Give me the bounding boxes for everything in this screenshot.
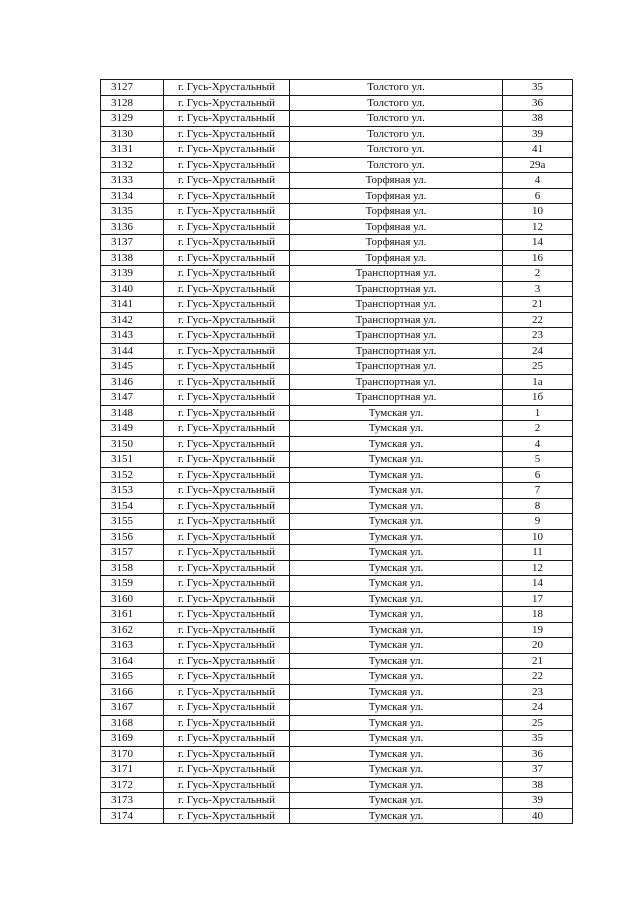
house-number-cell: 37 [503,762,573,778]
house-number-cell: 4 [503,173,573,189]
city-cell: г. Гусь-Хрустальный [164,157,290,173]
city-cell: г. Гусь-Хрустальный [164,328,290,344]
house-number-cell: 40 [503,808,573,824]
house-number-cell: 11 [503,545,573,561]
row-number-cell: 3160 [101,591,164,607]
city-cell: г. Гусь-Хрустальный [164,684,290,700]
street-cell: Транспортная ул. [290,374,503,390]
table-row [101,235,573,251]
city-cell: г. Гусь-Хрустальный [164,421,290,437]
city-cell: г. Гусь-Хрустальный [164,173,290,189]
city-cell: г. Гусь-Хрустальный [164,374,290,390]
city-cell: г. Гусь-Хрустальный [164,777,290,793]
house-number-cell: 20 [503,638,573,654]
house-number-cell: 1б [503,390,573,406]
row-number-cell: 3157 [101,545,164,561]
table-row [101,405,573,421]
city-cell: г. Гусь-Хрустальный [164,359,290,375]
table-row [101,607,573,623]
row-number-cell: 3130 [101,126,164,142]
table-row [101,312,573,328]
street-cell: Тумская ул. [290,514,503,530]
row-number-cell: 3174 [101,808,164,824]
row-number-cell: 3149 [101,421,164,437]
city-cell: г. Гусь-Хрустальный [164,700,290,716]
street-cell: Толстого ул. [290,142,503,158]
row-number-cell: 3139 [101,266,164,282]
street-cell: Транспортная ул. [290,390,503,406]
city-cell: г. Гусь-Хрустальный [164,452,290,468]
street-cell: Транспортная ул. [290,266,503,282]
city-cell: г. Гусь-Хрустальный [164,281,290,297]
city-cell: г. Гусь-Хрустальный [164,638,290,654]
row-number-cell: 3151 [101,452,164,468]
table-row [101,793,573,809]
table-row [101,700,573,716]
row-number-cell: 3171 [101,762,164,778]
table-row [101,359,573,375]
city-cell: г. Гусь-Хрустальный [164,390,290,406]
street-cell: Тумская ул. [290,545,503,561]
city-cell: г. Гусь-Хрустальный [164,576,290,592]
table-row [101,560,573,576]
house-number-cell: 39 [503,793,573,809]
street-cell: Транспортная ул. [290,312,503,328]
street-cell: Тумская ул. [290,498,503,514]
house-number-cell: 16 [503,250,573,266]
city-cell: г. Гусь-Хрустальный [164,297,290,313]
street-cell: Тумская ул. [290,808,503,824]
street-cell: Тумская ул. [290,467,503,483]
street-cell: Тумская ул. [290,405,503,421]
city-cell: г. Гусь-Хрустальный [164,560,290,576]
table-row [101,731,573,747]
city-cell: г. Гусь-Хрустальный [164,669,290,685]
house-number-cell: 21 [503,653,573,669]
house-number-cell: 24 [503,700,573,716]
street-cell: Торфяная ул. [290,235,503,251]
city-cell: г. Гусь-Хрустальный [164,545,290,561]
house-number-cell: 18 [503,607,573,623]
table-row [101,638,573,654]
house-number-cell: 9 [503,514,573,530]
city-cell: г. Гусь-Хрустальный [164,266,290,282]
table-row [101,281,573,297]
city-cell: г. Гусь-Хрустальный [164,436,290,452]
house-number-cell: 1а [503,374,573,390]
city-cell: г. Гусь-Хрустальный [164,95,290,111]
house-number-cell: 4 [503,436,573,452]
street-cell: Тумская ул. [290,591,503,607]
row-number-cell: 3142 [101,312,164,328]
table-row [101,622,573,638]
city-cell: г. Гусь-Хрустальный [164,529,290,545]
row-number-cell: 3161 [101,607,164,623]
city-cell: г. Гусь-Хрустальный [164,219,290,235]
house-number-cell: 29а [503,157,573,173]
house-number-cell: 22 [503,312,573,328]
row-number-cell: 3159 [101,576,164,592]
city-cell: г. Гусь-Хрустальный [164,405,290,421]
city-cell: г. Гусь-Хрустальный [164,514,290,530]
address-table-body [101,80,573,824]
street-cell: Торфяная ул. [290,219,503,235]
street-cell: Тумская ул. [290,576,503,592]
house-number-cell: 14 [503,235,573,251]
house-number-cell: 5 [503,452,573,468]
row-number-cell: 3162 [101,622,164,638]
city-cell: г. Гусь-Хрустальный [164,80,290,96]
street-cell: Торфяная ул. [290,204,503,220]
table-row [101,483,573,499]
street-cell: Тумская ул. [290,452,503,468]
house-number-cell: 2 [503,266,573,282]
row-number-cell: 3143 [101,328,164,344]
row-number-cell: 3166 [101,684,164,700]
street-cell: Тумская ул. [290,638,503,654]
row-number-cell: 3141 [101,297,164,313]
row-number-cell: 3148 [101,405,164,421]
table-row [101,188,573,204]
row-number-cell: 3170 [101,746,164,762]
street-cell: Тумская ул. [290,529,503,545]
row-number-cell: 3164 [101,653,164,669]
street-cell: Транспортная ул. [290,359,503,375]
table-row [101,777,573,793]
table-row [101,514,573,530]
table-row [101,250,573,266]
table-row [101,126,573,142]
street-cell: Тумская ул. [290,653,503,669]
city-cell: г. Гусь-Хрустальный [164,793,290,809]
street-cell: Толстого ул. [290,111,503,127]
street-cell: Тумская ул. [290,436,503,452]
row-number-cell: 3168 [101,715,164,731]
table-row [101,498,573,514]
city-cell: г. Гусь-Хрустальный [164,126,290,142]
city-cell: г. Гусь-Хрустальный [164,607,290,623]
street-cell: Тумская ул. [290,700,503,716]
city-cell: г. Гусь-Хрустальный [164,746,290,762]
table-row [101,219,573,235]
house-number-cell: 41 [503,142,573,158]
row-number-cell: 3135 [101,204,164,220]
house-number-cell: 38 [503,111,573,127]
row-number-cell: 3140 [101,281,164,297]
row-number-cell: 3173 [101,793,164,809]
table-row [101,142,573,158]
street-cell: Тумская ул. [290,421,503,437]
table-row [101,343,573,359]
city-cell: г. Гусь-Хрустальный [164,808,290,824]
street-cell: Толстого ул. [290,157,503,173]
row-number-cell: 3138 [101,250,164,266]
house-number-cell: 35 [503,80,573,96]
house-number-cell: 6 [503,467,573,483]
house-number-cell: 25 [503,715,573,731]
city-cell: г. Гусь-Хрустальный [164,483,290,499]
table-row [101,591,573,607]
city-cell: г. Гусь-Хрустальный [164,188,290,204]
house-number-cell: 36 [503,95,573,111]
house-number-cell: 3 [503,281,573,297]
table-row [101,328,573,344]
table-row [101,653,573,669]
table-row [101,157,573,173]
city-cell: г. Гусь-Хрустальный [164,622,290,638]
street-cell: Тумская ул. [290,669,503,685]
table-row [101,529,573,545]
row-number-cell: 3128 [101,95,164,111]
street-cell: Торфяная ул. [290,173,503,189]
street-cell: Тумская ул. [290,793,503,809]
table-row [101,111,573,127]
city-cell: г. Гусь-Хрустальный [164,343,290,359]
street-cell: Транспортная ул. [290,297,503,313]
street-cell: Тумская ул. [290,777,503,793]
house-number-cell: 19 [503,622,573,638]
row-number-cell: 3156 [101,529,164,545]
row-number-cell: 3147 [101,390,164,406]
table-row [101,576,573,592]
table-row [101,467,573,483]
city-cell: г. Гусь-Хрустальный [164,250,290,266]
address-table [100,79,573,824]
row-number-cell: 3172 [101,777,164,793]
table-row [101,669,573,685]
street-cell: Транспортная ул. [290,328,503,344]
city-cell: г. Гусь-Хрустальный [164,762,290,778]
house-number-cell: 25 [503,359,573,375]
table-row [101,684,573,700]
table-row [101,452,573,468]
house-number-cell: 2 [503,421,573,437]
table-row [101,545,573,561]
street-cell: Толстого ул. [290,80,503,96]
row-number-cell: 3152 [101,467,164,483]
street-cell: Торфяная ул. [290,188,503,204]
street-cell: Тумская ул. [290,715,503,731]
row-number-cell: 3167 [101,700,164,716]
row-number-cell: 3158 [101,560,164,576]
street-cell: Торфяная ул. [290,250,503,266]
city-cell: г. Гусь-Хрустальный [164,498,290,514]
street-cell: Тумская ул. [290,483,503,499]
house-number-cell: 14 [503,576,573,592]
house-number-cell: 38 [503,777,573,793]
table-row [101,746,573,762]
row-number-cell: 3132 [101,157,164,173]
table-row [101,204,573,220]
city-cell: г. Гусь-Хрустальный [164,312,290,328]
house-number-cell: 6 [503,188,573,204]
house-number-cell: 24 [503,343,573,359]
row-number-cell: 3163 [101,638,164,654]
row-number-cell: 3154 [101,498,164,514]
street-cell: Толстого ул. [290,95,503,111]
city-cell: г. Гусь-Хрустальный [164,204,290,220]
house-number-cell: 12 [503,560,573,576]
table-row [101,421,573,437]
house-number-cell: 21 [503,297,573,313]
row-number-cell: 3127 [101,80,164,96]
row-number-cell: 3144 [101,343,164,359]
street-cell: Транспортная ул. [290,343,503,359]
street-cell: Тумская ул. [290,762,503,778]
house-number-cell: 10 [503,529,573,545]
row-number-cell: 3155 [101,514,164,530]
table-row [101,436,573,452]
city-cell: г. Гусь-Хрустальный [164,142,290,158]
row-number-cell: 3136 [101,219,164,235]
city-cell: г. Гусь-Хрустальный [164,235,290,251]
table-row [101,390,573,406]
row-number-cell: 3137 [101,235,164,251]
row-number-cell: 3129 [101,111,164,127]
house-number-cell: 10 [503,204,573,220]
row-number-cell: 3131 [101,142,164,158]
street-cell: Тумская ул. [290,684,503,700]
street-cell: Тумская ул. [290,560,503,576]
table-row [101,95,573,111]
table-row [101,80,573,96]
row-number-cell: 3145 [101,359,164,375]
table-row [101,266,573,282]
house-number-cell: 7 [503,483,573,499]
row-number-cell: 3165 [101,669,164,685]
street-cell: Тумская ул. [290,607,503,623]
house-number-cell: 36 [503,746,573,762]
street-cell: Тумская ул. [290,622,503,638]
house-number-cell: 23 [503,684,573,700]
city-cell: г. Гусь-Хрустальный [164,591,290,607]
city-cell: г. Гусь-Хрустальный [164,467,290,483]
city-cell: г. Гусь-Хрустальный [164,653,290,669]
table-row [101,762,573,778]
row-number-cell: 3150 [101,436,164,452]
table-row [101,808,573,824]
city-cell: г. Гусь-Хрустальный [164,731,290,747]
house-number-cell: 17 [503,591,573,607]
row-number-cell: 3133 [101,173,164,189]
row-number-cell: 3153 [101,483,164,499]
city-cell: г. Гусь-Хрустальный [164,715,290,731]
city-cell: г. Гусь-Хрустальный [164,111,290,127]
table-row [101,715,573,731]
row-number-cell: 3146 [101,374,164,390]
house-number-cell: 12 [503,219,573,235]
row-number-cell: 3169 [101,731,164,747]
row-number-cell: 3134 [101,188,164,204]
table-row [101,173,573,189]
house-number-cell: 39 [503,126,573,142]
house-number-cell: 1 [503,405,573,421]
table-row [101,374,573,390]
house-number-cell: 35 [503,731,573,747]
house-number-cell: 22 [503,669,573,685]
street-cell: Тумская ул. [290,731,503,747]
street-cell: Толстого ул. [290,126,503,142]
house-number-cell: 23 [503,328,573,344]
street-cell: Тумская ул. [290,746,503,762]
street-cell: Транспортная ул. [290,281,503,297]
table-row [101,297,573,313]
house-number-cell: 8 [503,498,573,514]
